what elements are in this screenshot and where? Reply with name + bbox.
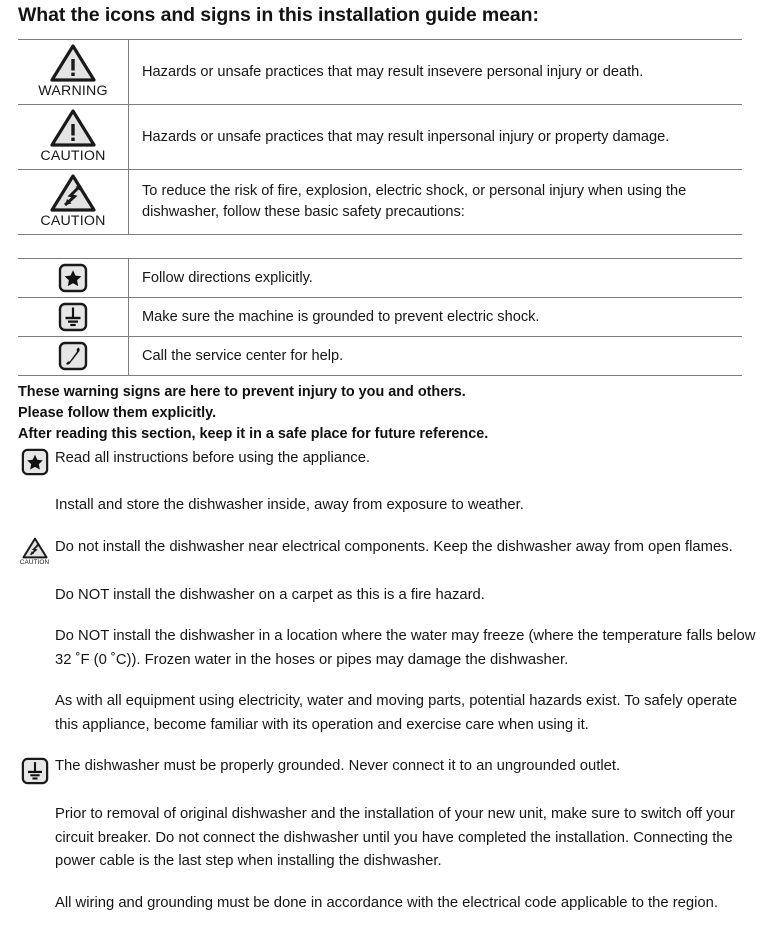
ground-icon-cell [18, 298, 129, 337]
notice-line-2: Please follow them explicitly. [18, 405, 217, 421]
warning-icon-cell [18, 40, 129, 105]
instruction-text: Read all instructions before using the appliance. [55, 450, 371, 466]
table-row [18, 105, 742, 170]
phone-square-icon [58, 341, 88, 371]
table-row [18, 337, 742, 376]
electric-shock-icon-label: CAUTION [40, 213, 106, 229]
caution-triangle-electric-shock-icon [14, 537, 55, 566]
table-row [18, 40, 742, 105]
instruction-text: Install and store the dishwasher inside, away from exposure to weather. [55, 497, 524, 513]
list-item [14, 536, 759, 566]
list-item [14, 755, 759, 785]
star-square-icon [21, 448, 49, 476]
safety-notice-block [18, 382, 754, 445]
caution-icon-label: CAUTION [40, 148, 106, 164]
caution-icon-label: CAUTION [19, 558, 50, 566]
star-square-icon [58, 263, 88, 293]
instruction-text: Do NOT install the dishwasher on a carpet as this is a fire hazard. [55, 586, 485, 603]
page-title: What the icons and signs in this installation guide mean: [18, 4, 539, 26]
notice-line-3: After reading this section, keep it in a safe place for future reference. [18, 426, 489, 442]
electric-shock-description: To reduce the risk of fire, explosion, electric shock, or personal injury when using the dishwasher, follow these basic safety precautions: [129, 170, 743, 235]
instruction-text: The dishwasher must be properly grounded. Never connect it to an ungrounded outlet. [55, 758, 621, 775]
ground-description: Make sure the machine is grounded to prevent electric shock. [129, 298, 743, 337]
instruction-text: All wiring and grounding must be done in accordance with the electrical code applicable to the region. [55, 894, 718, 911]
caution-icon-cell [18, 105, 129, 170]
notice-line-1: These warning signs are here to prevent injury to you and others. [18, 384, 466, 400]
warning-icon-label: WARNING [38, 83, 108, 99]
table-row [18, 259, 742, 298]
phone-icon-cell [18, 337, 129, 376]
instruction-text: Do NOT install the dishwasher in a location where the water may freeze (where the temperature falls below 32 ˚F (0 ˚C)). Frozen water in the hoses or pipes may damage the dishwasher. [55, 628, 756, 668]
caution-triangle-electric-shock-icon [40, 173, 105, 228]
list-item [14, 494, 759, 518]
instruction-icon [14, 755, 55, 785]
warning-triangle-exclamation-icon [38, 43, 107, 98]
list-item [14, 584, 759, 608]
list-item [14, 625, 759, 672]
symbol-signs-table [18, 258, 742, 376]
phone-description: Call the service center for help. [129, 337, 743, 376]
list-item [14, 447, 759, 476]
warning-description: Hazards or unsafe practices that may result insevere personal injury or death. [129, 40, 743, 105]
warning-signs-table [18, 39, 742, 235]
caution-triangle-exclamation-icon [40, 108, 105, 163]
instruction-text: As with all equipment using electricity, water and moving parts, potential hazards exist. To safely operate this appliance, become familiar with its operation and exercise care when using it. [55, 693, 738, 733]
instruction-text: Do not install the dishwasher near electrical components. Keep the dishwasher away from open flames. [55, 538, 733, 555]
list-item [14, 690, 759, 737]
list-item [14, 803, 759, 874]
list-item [14, 892, 759, 916]
instruction-icon [14, 447, 55, 476]
instruction-list [14, 447, 759, 933]
table-row [18, 170, 742, 235]
star-description: Follow directions explicitly. [129, 259, 743, 298]
caution-description: Hazards or unsafe practices that may result inpersonal injury or property damage. [129, 105, 743, 170]
ground-square-icon [58, 302, 88, 332]
table-row [18, 298, 742, 337]
ground-square-icon [21, 757, 49, 785]
instruction-text: Prior to removal of original dishwasher and the installation of your new unit, make sure to switch off your circuit breaker. Do not connect the dishwasher until you have completed the installation. Connecting the power cable is the last step when installing the dishwasher. [55, 806, 735, 870]
electric-shock-icon-cell [18, 170, 129, 235]
instruction-icon [14, 536, 55, 566]
star-icon-cell [18, 259, 129, 298]
